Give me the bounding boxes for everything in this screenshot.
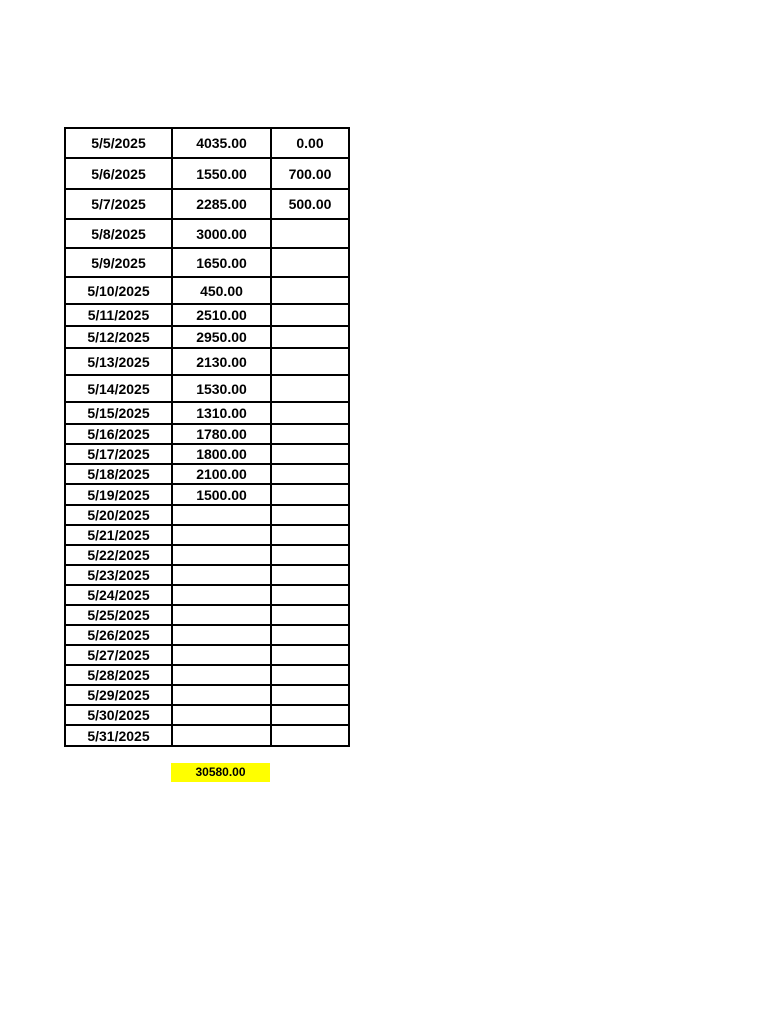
date-cell[interactable]: 5/15/2025 xyxy=(65,402,172,424)
date-cell[interactable]: 5/26/2025 xyxy=(65,625,172,645)
table-row xyxy=(65,484,349,505)
extra-cell[interactable] xyxy=(271,484,349,505)
table-body xyxy=(65,128,349,746)
amount-cell[interactable]: 1800.00 xyxy=(172,444,271,464)
table-row xyxy=(65,444,349,464)
extra-cell[interactable]: 500.00 xyxy=(271,189,349,219)
table-row xyxy=(65,685,349,705)
amount-cell[interactable]: 1500.00 xyxy=(172,484,271,505)
amount-cell[interactable]: 2130.00 xyxy=(172,348,271,375)
date-cell[interactable]: 5/25/2025 xyxy=(65,605,172,625)
amount-cell[interactable] xyxy=(172,545,271,565)
extra-cell[interactable] xyxy=(271,665,349,685)
table-row xyxy=(65,304,349,326)
extra-cell[interactable] xyxy=(271,277,349,304)
date-cell[interactable]: 5/14/2025 xyxy=(65,375,172,402)
extra-cell[interactable] xyxy=(271,585,349,605)
amount-cell[interactable]: 2285.00 xyxy=(172,189,271,219)
date-cell[interactable]: 5/13/2025 xyxy=(65,348,172,375)
amount-cell[interactable]: 450.00 xyxy=(172,277,271,304)
table-row xyxy=(65,605,349,625)
amount-cell[interactable]: 2950.00 xyxy=(172,326,271,348)
date-cell[interactable]: 5/10/2025 xyxy=(65,277,172,304)
amount-cell[interactable] xyxy=(172,525,271,545)
extra-cell[interactable] xyxy=(271,605,349,625)
amount-cell[interactable] xyxy=(172,645,271,665)
extra-cell[interactable] xyxy=(271,685,349,705)
table-row xyxy=(65,705,349,725)
amount-cell[interactable]: 3000.00 xyxy=(172,219,271,248)
date-cell[interactable]: 5/18/2025 xyxy=(65,464,172,484)
table-row xyxy=(65,505,349,525)
date-cell[interactable]: 5/21/2025 xyxy=(65,525,172,545)
date-cell[interactable]: 5/29/2025 xyxy=(65,685,172,705)
amount-cell[interactable]: 4035.00 xyxy=(172,128,271,158)
extra-cell[interactable] xyxy=(271,326,349,348)
amount-cell[interactable] xyxy=(172,605,271,625)
amount-cell[interactable]: 1550.00 xyxy=(172,158,271,189)
extra-cell[interactable] xyxy=(271,424,349,444)
amount-cell[interactable]: 1310.00 xyxy=(172,402,271,424)
extra-cell[interactable] xyxy=(271,705,349,725)
amount-cell[interactable] xyxy=(172,505,271,525)
date-cell[interactable]: 5/19/2025 xyxy=(65,484,172,505)
date-cell[interactable]: 5/8/2025 xyxy=(65,219,172,248)
daily-amounts-table xyxy=(64,127,350,747)
extra-cell[interactable] xyxy=(271,444,349,464)
amount-cell[interactable]: 1530.00 xyxy=(172,375,271,402)
spreadsheet-area xyxy=(64,127,348,747)
table-row xyxy=(65,128,349,158)
extra-cell[interactable] xyxy=(271,565,349,585)
table-row xyxy=(65,565,349,585)
table-row xyxy=(65,464,349,484)
extra-cell[interactable] xyxy=(271,248,349,277)
table-row xyxy=(65,248,349,277)
date-cell[interactable]: 5/22/2025 xyxy=(65,545,172,565)
date-cell[interactable]: 5/6/2025 xyxy=(65,158,172,189)
table-row xyxy=(65,665,349,685)
table-row xyxy=(65,725,349,746)
amount-cell[interactable] xyxy=(172,585,271,605)
extra-cell[interactable] xyxy=(271,464,349,484)
extra-cell[interactable] xyxy=(271,304,349,326)
date-cell[interactable]: 5/9/2025 xyxy=(65,248,172,277)
table-row xyxy=(65,326,349,348)
table-row xyxy=(65,625,349,645)
date-cell[interactable]: 5/31/2025 xyxy=(65,725,172,746)
extra-cell[interactable] xyxy=(271,375,349,402)
date-cell[interactable]: 5/27/2025 xyxy=(65,645,172,665)
extra-cell[interactable] xyxy=(271,725,349,746)
extra-cell[interactable]: 0.00 xyxy=(271,128,349,158)
extra-cell[interactable] xyxy=(271,505,349,525)
table-row xyxy=(65,219,349,248)
extra-cell[interactable] xyxy=(271,625,349,645)
amount-cell[interactable] xyxy=(172,565,271,585)
table-row xyxy=(65,402,349,424)
amount-cell[interactable]: 2510.00 xyxy=(172,304,271,326)
amount-cell[interactable]: 2100.00 xyxy=(172,464,271,484)
date-cell[interactable]: 5/28/2025 xyxy=(65,665,172,685)
table-row xyxy=(65,375,349,402)
date-cell[interactable]: 5/17/2025 xyxy=(65,444,172,464)
amount-cell[interactable] xyxy=(172,725,271,746)
date-cell[interactable]: 5/20/2025 xyxy=(65,505,172,525)
date-cell[interactable]: 5/24/2025 xyxy=(65,585,172,605)
table-row xyxy=(65,585,349,605)
date-cell[interactable]: 5/11/2025 xyxy=(65,304,172,326)
table-row xyxy=(65,277,349,304)
amount-cell[interactable] xyxy=(172,625,271,645)
extra-cell[interactable] xyxy=(271,219,349,248)
extra-cell[interactable] xyxy=(271,545,349,565)
date-cell[interactable]: 5/23/2025 xyxy=(65,565,172,585)
extra-cell[interactable]: 700.00 xyxy=(271,158,349,189)
amount-cell[interactable]: 1650.00 xyxy=(172,248,271,277)
table-row xyxy=(65,545,349,565)
date-cell[interactable]: 5/30/2025 xyxy=(65,705,172,725)
amount-cell[interactable] xyxy=(172,665,271,685)
date-cell[interactable]: 5/7/2025 xyxy=(65,189,172,219)
table-row xyxy=(65,348,349,375)
extra-cell[interactable] xyxy=(271,402,349,424)
date-cell[interactable]: 5/12/2025 xyxy=(65,326,172,348)
amount-cell[interactable] xyxy=(172,705,271,725)
date-cell[interactable]: 5/16/2025 xyxy=(65,424,172,444)
table-row xyxy=(65,189,349,219)
date-cell[interactable]: 5/5/2025 xyxy=(65,128,172,158)
amount-cell[interactable]: 1780.00 xyxy=(172,424,271,444)
table-row xyxy=(65,645,349,665)
total-cell[interactable]: 30580.00 xyxy=(171,763,270,782)
table-row xyxy=(65,525,349,545)
amount-cell[interactable] xyxy=(172,685,271,705)
extra-cell[interactable] xyxy=(271,525,349,545)
extra-cell[interactable] xyxy=(271,645,349,665)
table-row xyxy=(65,158,349,189)
table-row xyxy=(65,424,349,444)
extra-cell[interactable] xyxy=(271,348,349,375)
